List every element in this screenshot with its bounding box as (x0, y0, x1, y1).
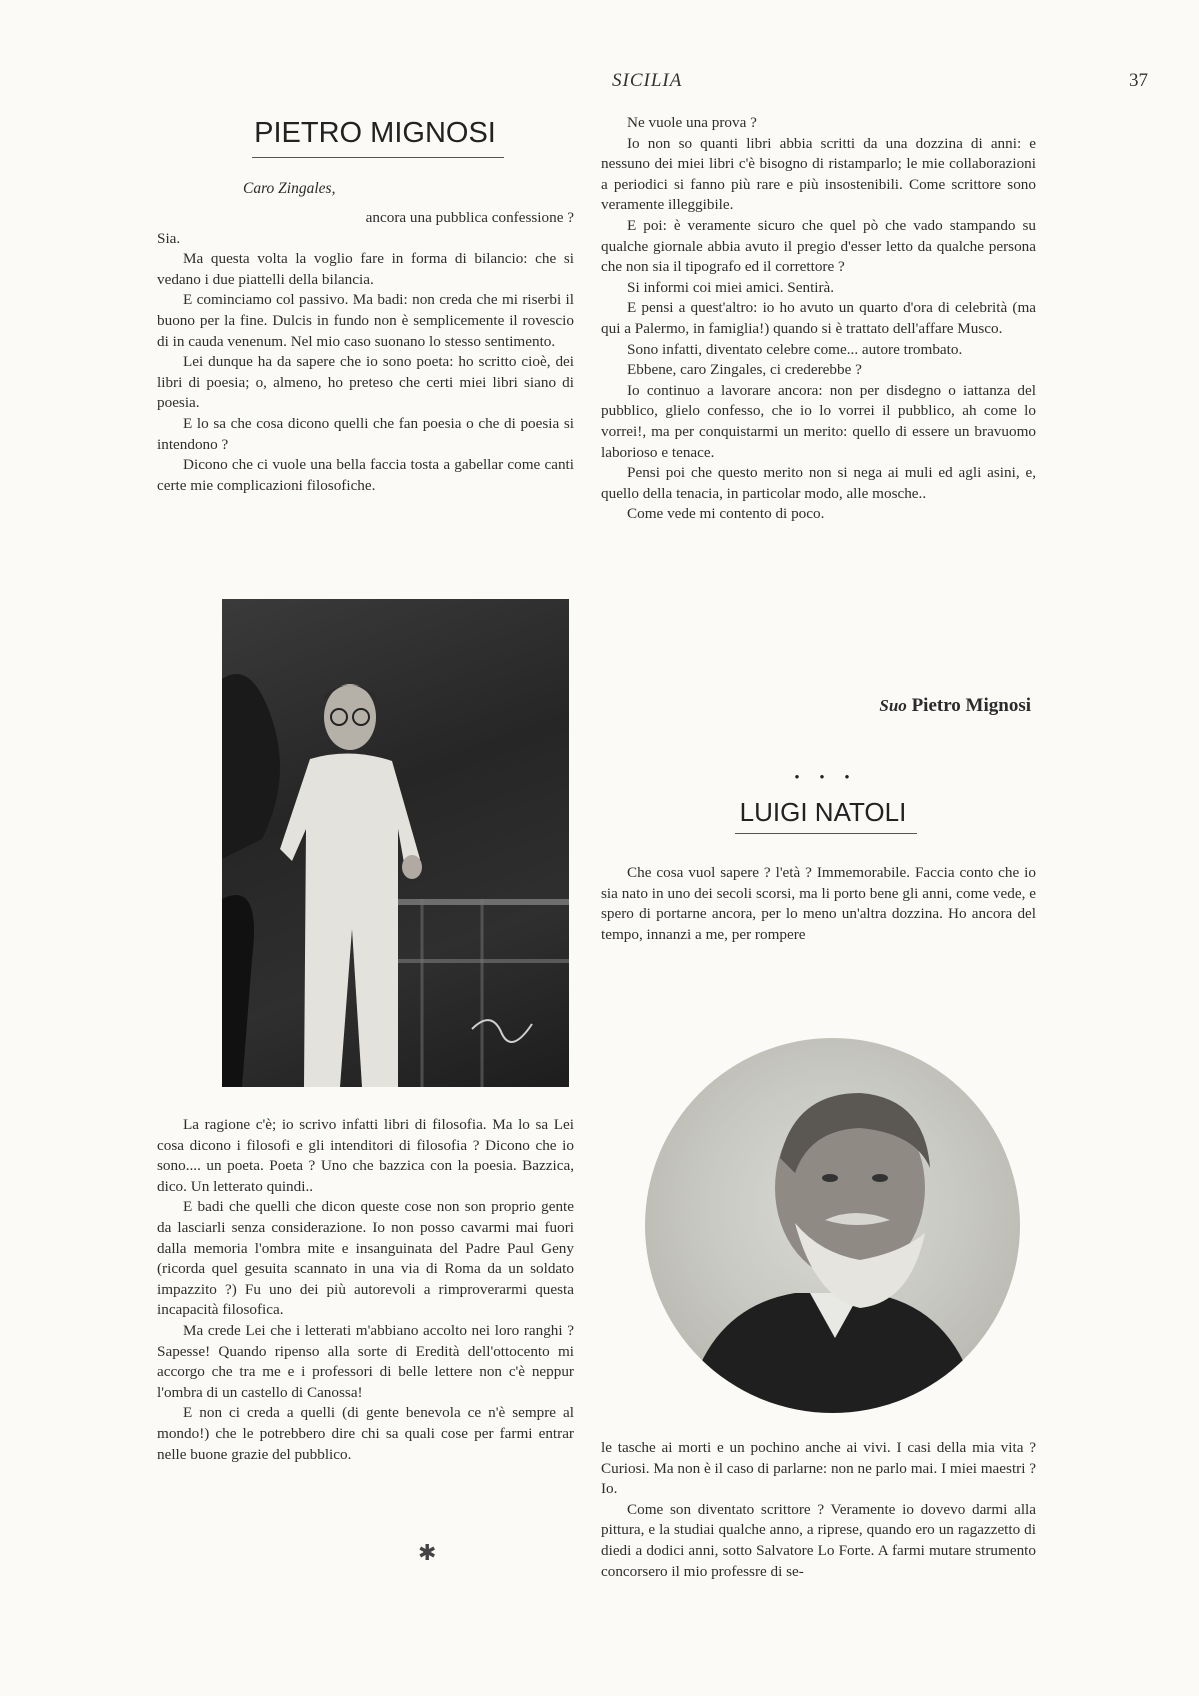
paragraph: E lo sa che cosa dicono quelli che fan poesia o che di poesia si intendono ? (157, 414, 574, 453)
paragraph: Lei dunque ha da sapere che io sono poeta: ho scritto cioè, dei libri di poesia; o, almeno, ho preteso che certi miei libri siano di poesia. (157, 353, 574, 412)
photo-luigi-natoli (645, 1038, 1020, 1413)
running-header-title: SICILIA (612, 70, 683, 91)
page-number: 37 (1129, 70, 1148, 91)
paragraph: E poi: è veramente sicuro che quel pò che vado stampando su qualche giornale abbia avuto il pregio d'esser letto da qualche persona che non sia il tipografo ed il correttore ? (601, 216, 1036, 276)
paragraph: E pensi a quest'altro: io ho avuto un quarto d'ora di celebrità (ma qui a Palermo, in famiglia!) quando si è trattato dell'affare Musco. (601, 299, 1036, 337)
portrait-drawing (645, 1038, 1020, 1413)
photo-pietro-mignosi (222, 599, 569, 1087)
section-title-mignosi: PIETRO MIGNOSI (254, 117, 496, 149)
paragraph: Dicono che ci vuole una bella faccia tosta a gabellar come canti certe mie complicazioni filosofiche. (157, 456, 574, 494)
title-underline-natoli (735, 833, 917, 834)
mignosi-column-1-bottom (157, 1115, 574, 1465)
paragraph: Pensi poi che questo merito non si nega ai muli ed agli asini, e, quello della tenacia, in particolar modo, alle mosche.. (601, 464, 1036, 502)
section-separator: • • • (794, 770, 858, 786)
paragraph: Si informi coi miei amici. Sentirà. (627, 278, 835, 296)
paragraph: Ma crede Lei che i letterati m'abbiano accolto nei loro ranghi ? Sapesse! Quando ripenso alla sorte di Eredità dell'ottocento mi accorgo che tra me e i professori di belle lettere non c'è neppur l'ombra di un castello di Canossa! (157, 1321, 574, 1401)
signature-name: Pietro Mignosi (911, 695, 1031, 716)
paragraph: La ragione c'è; io scrivo infatti libri di filosofia. Ma lo sa Lei cosa dicono i filosofi e gli intenditori di filosofia ? Dicono che io sono.... un poeta. Poeta ? Uno che bazzica con la poesia. Bazzica, dico. Un letterato quindi.. (157, 1116, 574, 1195)
photo-figure-drawing (222, 599, 569, 1087)
paragraph: E non ci creda a quelli (di gente benevola ce n'è sempre al mondo!) che le potrebbero dire chi sa quali cose per farmi entrar nelle buone grazie del pubblico. (157, 1404, 574, 1463)
paragraph: Ne vuole una prova ? (627, 114, 757, 131)
paragraph: Ma questa volta la voglio fare in forma di bilancio: che si vedano i due piattelli della bilancia. (157, 250, 574, 288)
printer-mark: ✱ (418, 1540, 437, 1565)
paragraph: Sia. (157, 229, 181, 247)
paragraph: ancora una pubblica confessione ? (365, 209, 574, 226)
paragraph: Sono infatti, diventato celebre come... autore trombato. (627, 340, 963, 358)
paragraph: Ebbene, caro Zingales, ci crederebbe ? (627, 361, 862, 379)
paragraph: E cominciamo col passivo. Ma badi: non creda che mi riserbi il buono per la fine. Dulcis in fundo non è semplicemente il rovescio di in cauda venenum. Nel mio caso suonano lo stesso sentimento. (157, 291, 574, 350)
signature-prefix: Suo (879, 696, 907, 715)
natoli-column-bottom (601, 1438, 1036, 1582)
paragraph: E badi che quelli che dicon queste cose non son proprio gente da lasciarli senza considerazione. Io non posso cavarmi mai fuori dalla memoria l'ombra mite e insanguinata del Padre Paul Geny (ricorda quel gesuita scannato in una via di Roma da un soldato impazzito ?) Fu uno dei più autorevoli a rimproverarmi questa incapacità filosofica. (157, 1198, 574, 1319)
mignosi-column-2 (601, 113, 1036, 525)
paragraph: Io continuo a lavorare ancora: non per disdegno o iattanza del pubblico, glielo confesso, che io lo vorrei il pubblico, ah come lo vorrei!, ma per conquistarmi un merito: quello di essere un bravuomo laborioso e tenace. (601, 381, 1036, 461)
paragraph: Come son diventato scrittore ? Veramente io dovevo darmi alla pittura, e la studiai qualche anno, a riprese, quando ero un ragazzetto di diedi a dodici anni, sotto Salvatore Lo Forte. A farmi mutare strumento concorsero il mio professre di se- (601, 1500, 1036, 1580)
title-underline (252, 157, 504, 158)
salutation: Caro Zingales, (243, 180, 336, 197)
paragraph: le tasche ai morti e un pochino anche ai vivi. I casi della mia vita ? Curiosi. Ma non è il caso di parlarne: non ne parlo mai. I miei maestri ? Io. (601, 1439, 1036, 1498)
section-title-natoli: LUIGI NATOLI (739, 797, 907, 827)
mignosi-column-1-top (157, 208, 574, 496)
natoli-column-top (601, 863, 1036, 945)
signature (760, 695, 1031, 717)
paragraph: Io non so quanti libri abbia scritti da una dozzina di anni: e nessuno dei miei libri c'è bisogno di ristamparlo; le mie collaborazioni a periodici si fanno più rare e più insostenibili. Come scrittore sono veramente illeggibile. (601, 134, 1036, 214)
paragraph: Come vede mi contento di poco. (627, 505, 825, 523)
paragraph: Che cosa vuol sapere ? l'età ? Immemorabile. Faccia conto che io sia nato in uno dei secoli scorsi, ma li porto bene gli anni, come vede, e spero di portarne ancora, per lo meno un'altra dozzina. Ho ancora del tempo, innanzi a me, per rompere (601, 864, 1036, 943)
